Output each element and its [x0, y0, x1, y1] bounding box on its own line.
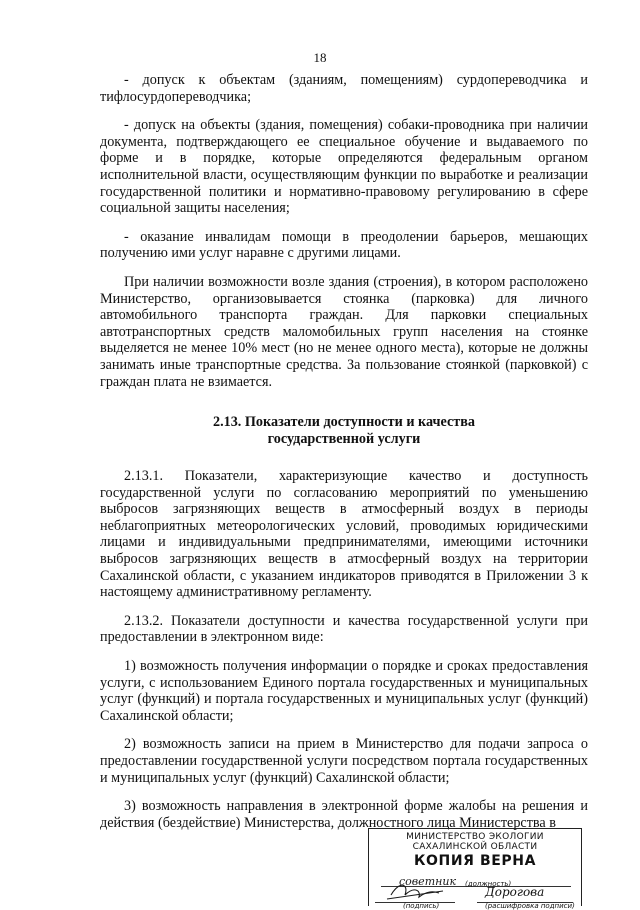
paragraph: 1) возможность получения информации о порядке и сроках предоставления услуги, с использованием Единого портала государственных и муниципальных услуг (функций) и портала государственных и муниципальных услуг (функций) Сахалинской области;: [100, 658, 588, 724]
page-number: 18: [313, 50, 327, 65]
handwritten-surname: Дорогова: [485, 885, 545, 899]
stamp-copy-true: КОПИЯ ВЕРНА: [413, 853, 537, 869]
stamp-ministry: МИНИСТЕРСТВО ЭКОЛОГИИ: [406, 832, 544, 842]
paragraph: - допуск на объекты (здания, помещения) собаки-проводника при наличии документа, подтверждающего ее специальное обучение и выдаваемого по форме и в порядке, которые определяются федеральным органом исполнительной власти, осуществляющим функции по выработке и реализации государственной политики и нормативно-правовому регулированию в сфере социальной защиты населения;: [100, 117, 588, 217]
section-heading-line2: государственной услуги: [267, 431, 421, 448]
signature-icon: [369, 829, 581, 906]
stamp-region: САХАЛИНСКОЙ ОБЛАСТИ: [412, 842, 538, 852]
paragraph: При наличии возможности возле здания (строения), в котором расположено Министерство, организовывается стоянка (парковка) для личного автомобильного транспорта граждан. Для парковки специальных автотранспортных средств маломобильных групп населения на стоянке выделяется не менее 10% мест (но не менее одного места), которые не должны занимать иные транспортные средства. За пользование стоянкой (парковкой) с граждан плата не взимается.: [100, 273, 588, 390]
paragraph: - допуск к объектам (зданиям, помещениям) сурдопереводчика и тифлосурдопереводчика;: [100, 72, 588, 105]
position-caption: (должность): [465, 880, 512, 888]
certification-stamp: [368, 828, 582, 910]
handwritten-position: советник: [399, 875, 457, 888]
paragraph: 2.13.1. Показатели, характеризующие качество и доступность государственной услуги по согласованию мероприятий по уменьшению выбросов загрязняющих веществ в атмосферный воздух в периоды неблагоприятных метеорологических условий, проводимых юридическими лицами и индивидуальными предпринимателями, имеющими источники выбросов загрязняющих веществ в атмосферный воздух на территории Сахалинской области, с указанием индикаторов приводятся в Приложении 3 к настоящему административному регламенту.: [100, 468, 588, 601]
decoding-caption: (расшифровка подписи): [485, 902, 575, 910]
paragraph: 2) возможность записи на прием в Министерство для подачи запроса о предоставлении государственной услуги посредством портала государственных и муниципальных услуг (функций) Сахалинской области;: [100, 736, 588, 786]
paragraph: - оказание инвалидам помощи в преодолении барьеров, мешающих получению ими услуг наравне с другими лицами.: [100, 228, 588, 262]
document-body: [100, 72, 588, 843]
section-heading: [100, 414, 588, 448]
section-heading-line1: 2.13. Показатели доступности и качества: [212, 414, 476, 431]
signature-caption: (подпись): [403, 902, 440, 910]
paragraph: 2.13.2. Показатели доступности и качества государственной услуги при предоставлении в электронном виде:: [100, 612, 588, 646]
paragraph: 3) возможность направления в электронной форме жалобы на решения и действия (бездействие) Министерства, должностного лица Министерства в: [100, 798, 588, 831]
